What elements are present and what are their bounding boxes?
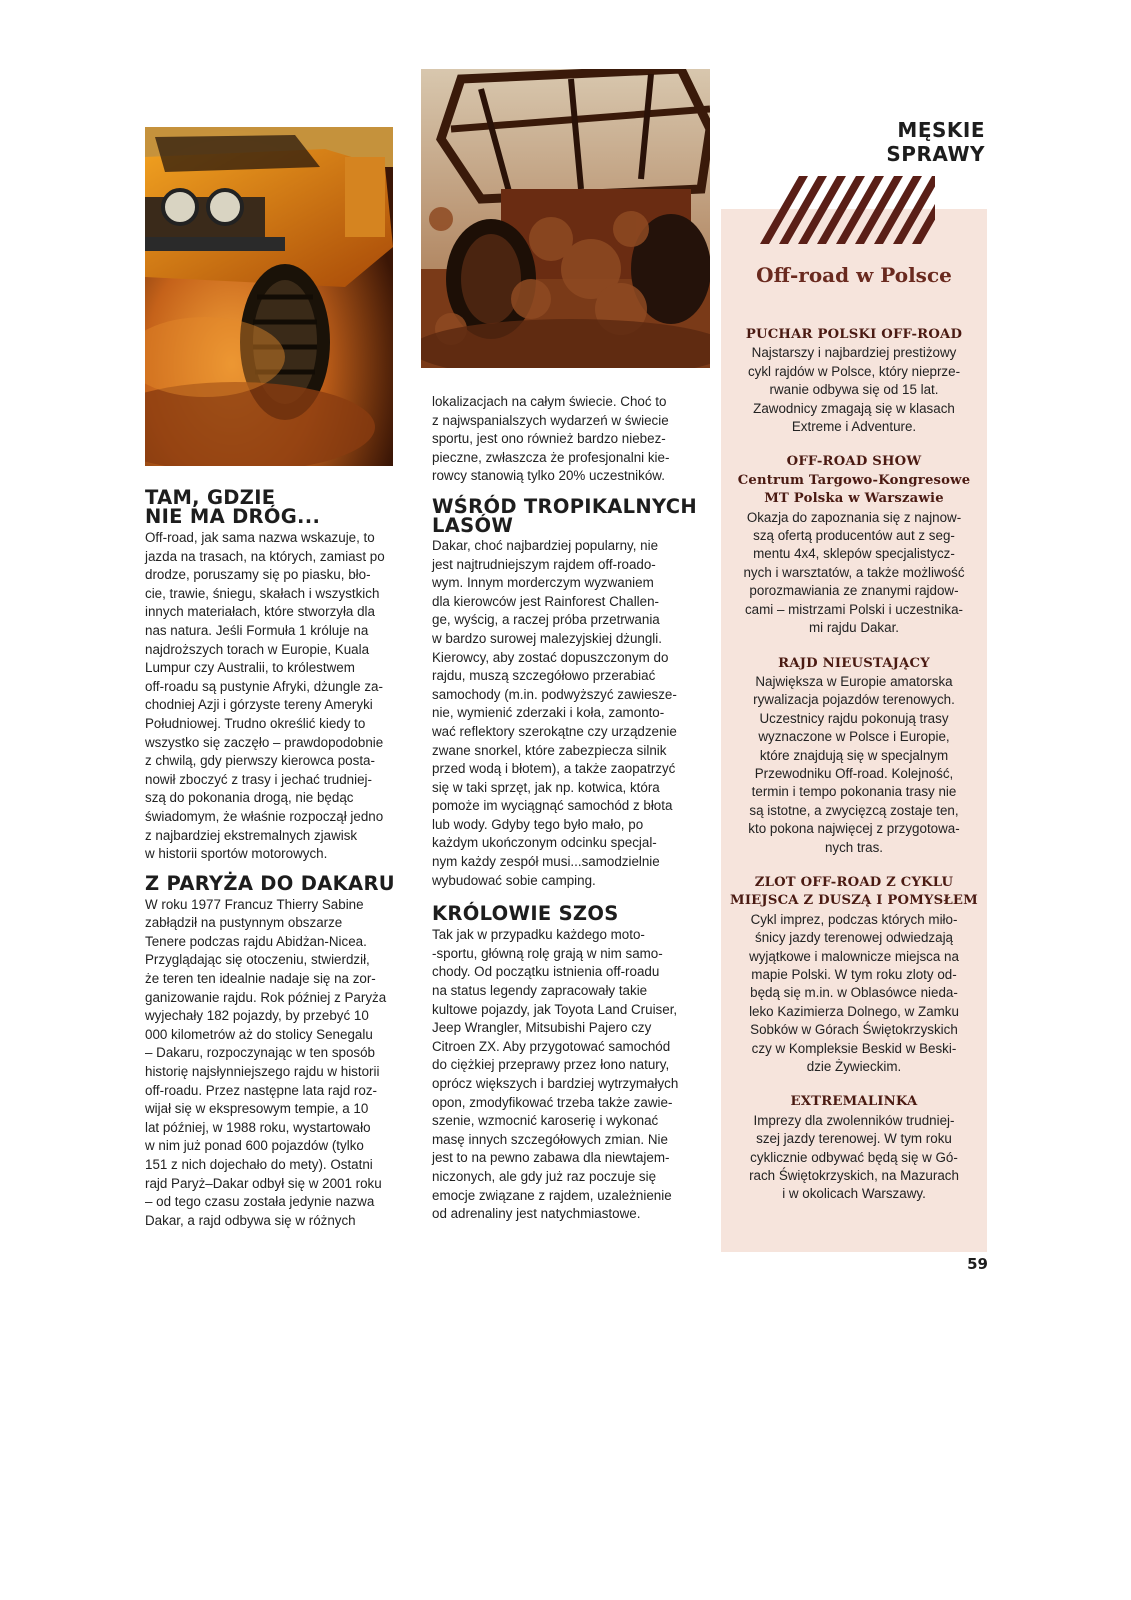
heading-tropical-forests: WŚRÓD TROPIKALNYCH LASÓW bbox=[432, 494, 697, 537]
event-heading: ZLOT OFF-ROAD Z CYKLU MIEJSCA Z DUSZĄ I POMYSŁEM bbox=[730, 874, 978, 909]
paragraph-offroad-intro: Off-road, jak sama nazwa wskazuje, to jazda na trasach, na których, zamiast po drodze, poruszamy się po piasku, bło- cie, trawie, śniegu, skałach i wszystkich innych materiałach, które stworzyła dla nas natura. Jeśli Formuła 1 króluje na najdroższych torach w Europie, Kuala Lumpur czy Australii, to królestwem off-roadu są pustynie Afryki, dżungle za- chodniej Azji i górzyste tereny Ameryki Południowej. Trudno określić kiedy to wszystko się zaczęło – prawdopodobnie z chwilą, gdy pierwszy kierowca posta- nowił zboczyć z trasy i jechać trudniej- szą do pokonania drogą, nie będąc świadomym, że właśnie rozpoczął jedno z najbardziej ekstremalnych zjawisk w historii sportów motorowych. bbox=[145, 530, 385, 862]
event-rajd-nieustajacy bbox=[727, 655, 981, 857]
event-description: Najstarszy i najbardziej prestiżowy cykl rajdów w Polsce, który nieprze- rwanie odbywa się od 15 lat. Zawodnicy zmagają się w klasach Extreme i Adventure. bbox=[747, 345, 961, 435]
event-heading: EXTREMALINKA bbox=[790, 1094, 918, 1110]
event-description: Imprezy dla zwolenników trudniej- szej jazdy terenowej. W tym roku cyklicznie odbywać będą się w Gó- rach Świętokrzyskich, na Mazurach i w okolicach Warszawy. bbox=[749, 1112, 959, 1202]
mud-buggy-photo bbox=[421, 69, 710, 368]
offroad-truck-illustration bbox=[145, 127, 393, 466]
column-2 bbox=[432, 393, 702, 1224]
event-description: Okazja do zapoznania się z najnow- szą ofertą producentów aut z seg- mentu 4x4, sklepów specjalistycz- nych i warsztatów, a także możliwość porozmawiania ze znanymi rajdow- cami – mistrzami Polski i uczestnika- mi rajdu Dakar. bbox=[743, 509, 965, 636]
paragraph-dakar-history: W roku 1977 Francuz Thierry Sabine zabłądził na pustynnym obszarze Tenere podczas rajdu Abidżan-Nicea. Przyglądając się otoczeniu, stwierdził, że teren ten idealnie nadaje się na zor- ganizowanie rajdu. Rok później z Paryża wyjechały 182 pojazdy, by przebyć 10 000 kilometrów aż do stolicy Senegalu – Dakaru, rozpoczynając w ten sposób historię najsłynniejszego rajdu w historii off-roadu. Przez następne lata rajd roz- wijał się w ekspresowym tempie, a 10 lat później, w 1988 roku, wystartowało w nim już ponad 600 pojazdów (tylko 151 z nich dojechało do mety). Ostatni rajd Paryż–Dakar odbył się w 2001 roku – od tego czasu została jedynie nazwa Dakar, a rajd odbywa się w różnych bbox=[145, 896, 387, 1228]
paragraph-rainforest-challenge: Dakar, choć najbardziej popularny, nie jest najtrudniejszym rajdem off-roado- wym. Innym morderczym wyzwaniem dla kierowców jest Rainforest Challen- ge, wyścig, a raczej próba przetrwania w bardzo surowej malezyjskiej dżungli. Kierowcy, aby zostać dopuszczonym do rajdu, muszą szczegółowo przerabiać samochody (m.in. podwyższyć zawiesze- nie, wymienić zderzaki i koła, zamonto- wać reflektory szerokątne czy urządzenie zwane snorkel, które zabezpiecza silnik przed wodą i błotem), a także zaopatrzyć się w taki sprzęt, jak np. kotwica, która pomoże im wyciągnąć samochód z błota lub wody. Gdyby tego było mało, po każdym ukończonym odcinku specjal- nym każdy zespół musi...samodzielnie wybudować sobie camping. bbox=[432, 537, 677, 888]
event-description: Cykl imprez, podczas których miło- śnicy jazdy terenowej odwiedzają wyjątkowe i malownicze miejsca na mapie Polski. W tym roku zloty od- będą się m.in. w Oblasówce nieda- leko Kazimierza Dolnego, w Zamku Sobków w Górach Świętokrzyskich czy w Kompleksie Beskid w Beski- dzie Żywieckim. bbox=[749, 911, 959, 1075]
event-heading: RAJD NIEUSTAJĄCY bbox=[778, 655, 930, 671]
event-description: Największa w Europie amatorska rywalizacja pojazdów terenowych. Uczestnicy rajdu pokonują trasy wyznaczone w Polsce i Europie, które znajdują się w specjalnym Przewodniku Off-road. Kolejność, termin i tempo pokonania trasy nie są istotne, a zwycięzcą zostaje ten, kto pokona najwięcej z przygotowa- nych tras. bbox=[748, 673, 960, 855]
heading-kings-of-roads: KRÓLOWIE SZOS bbox=[432, 902, 619, 926]
heading-paris-dakar: Z PARYŻA DO DAKARU bbox=[145, 871, 395, 895]
offroad-truck-photo bbox=[145, 127, 393, 466]
event-heading: PUCHAR POLSKI OFF-ROAD bbox=[745, 327, 963, 342]
sidebar-events-list bbox=[727, 326, 981, 1221]
event-heading: OFF-ROAD SHOW Centrum Targowo-Kongresowe MT Polska w Warszawie bbox=[737, 454, 971, 507]
stripes-decoration bbox=[760, 176, 935, 244]
section-title: MĘSKIE SPRAWY bbox=[886, 118, 985, 166]
event-extremalinka bbox=[727, 1093, 981, 1203]
mud-buggy-illustration bbox=[421, 69, 710, 368]
heading-no-roads: TAM, GDZIE NIE MA DRÓG... bbox=[145, 486, 321, 528]
paragraph-dakar-continued: lokalizacjach na całym świecie. Choć to z najwspanialszych wydarzeń w świecie sportu, jest ono również bardzo niebez- pieczne, zwłaszcza że profesjonalni kie- rowcy stanowią tylko 20% uczestników. bbox=[432, 394, 670, 484]
event-zlot-off-road bbox=[727, 874, 981, 1076]
event-puchar-polski bbox=[727, 326, 981, 436]
event-off-road-show bbox=[727, 453, 981, 637]
column-1 bbox=[145, 488, 407, 1230]
paragraph-legendary-vehicles: Tak jak w przypadku każdego moto- -sportu, główną rolę grają w nim samo- chody. Od początku istnienia off-roadu na status legendy zapracowały takie kultowe pojazdy, jak Toyota Land Cruiser, Jeep Wrangler, Mitsubishi Pajero czy Citroen ZX. Aby przygotować samochód do ciężkiej przeprawy przez łono natury, oprócz większych i bardziej wytrzymałych opon, zmodyfikować trzeba także zawie- szenie, wzmocnić karoserię i wykonać masę innych szczegółowych zmian. Nie jest to na pewno zabawa dla niewtajem- niczonych, ale gdy już raz poczuje się emocje związane z rajdem, uzależnienie od adrenaliny jest natychmiastowe. bbox=[432, 927, 679, 1222]
sidebar-title: Off-road w Polsce bbox=[756, 263, 952, 287]
page-number: 59 bbox=[967, 1255, 988, 1273]
